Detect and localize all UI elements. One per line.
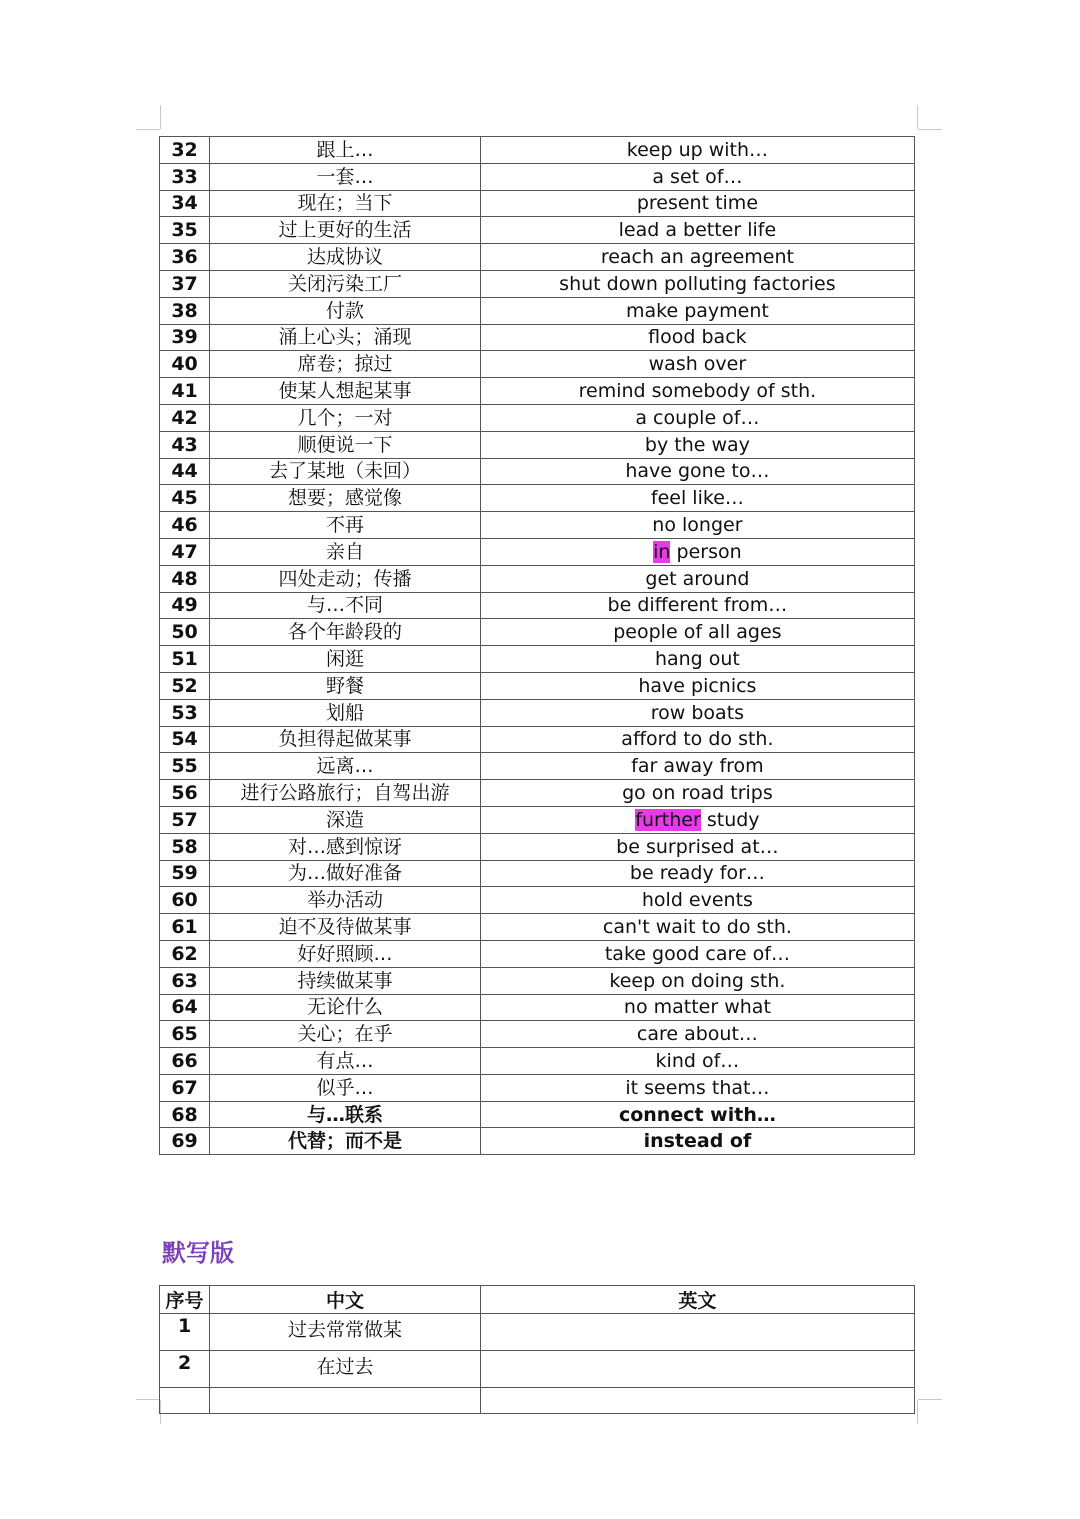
vocab-chinese: 涌上心头；涌现 bbox=[210, 324, 481, 351]
crop-mark-top-left-v bbox=[160, 105, 161, 129]
vocab-chinese: 各个年龄段的 bbox=[210, 619, 481, 646]
vocab-chinese: 关心；在乎 bbox=[210, 1021, 481, 1048]
vocab-chinese: 一套… bbox=[210, 163, 481, 190]
dictation-header-row bbox=[160, 1286, 915, 1314]
vocab-number: 37 bbox=[160, 270, 210, 297]
vocab-row bbox=[160, 1048, 915, 1075]
header-number: 序号 bbox=[160, 1286, 210, 1314]
vocab-number: 38 bbox=[160, 297, 210, 324]
vocab-row bbox=[160, 699, 915, 726]
vocab-chinese: 野餐 bbox=[210, 672, 481, 699]
vocab-english: hold events bbox=[480, 887, 914, 914]
vocab-english: instead of bbox=[480, 1128, 914, 1155]
vocab-chinese: 与…不同 bbox=[210, 592, 481, 619]
vocab-number: 45 bbox=[160, 485, 210, 512]
vocab-row bbox=[160, 431, 915, 458]
vocab-row bbox=[160, 887, 915, 914]
dictation-row-empty bbox=[160, 1388, 915, 1414]
crop-mark-bottom-right-v bbox=[917, 1400, 918, 1424]
vocab-chinese: 为…做好准备 bbox=[210, 860, 481, 887]
vocab-english: far away from bbox=[480, 753, 914, 780]
vocab-number: 54 bbox=[160, 726, 210, 753]
vocab-number: 56 bbox=[160, 780, 210, 807]
vocab-row bbox=[160, 672, 915, 699]
dictation-table bbox=[159, 1285, 915, 1414]
vocab-row bbox=[160, 485, 915, 512]
vocab-english: have picnics bbox=[480, 672, 914, 699]
vocab-english bbox=[480, 538, 914, 565]
vocab-number: 32 bbox=[160, 137, 210, 164]
vocab-english: it seems that… bbox=[480, 1074, 914, 1101]
vocab-row bbox=[160, 940, 915, 967]
vocab-chinese: 负担得起做某事 bbox=[210, 726, 481, 753]
vocab-row bbox=[160, 619, 915, 646]
vocab-english: kind of… bbox=[480, 1048, 914, 1075]
vocab-row bbox=[160, 351, 915, 378]
english-rest: person bbox=[670, 540, 742, 563]
vocab-english: take good care of… bbox=[480, 940, 914, 967]
row-chinese: 过去常常做某 bbox=[210, 1314, 481, 1351]
vocab-english bbox=[480, 806, 914, 833]
vocab-row bbox=[160, 994, 915, 1021]
vocab-number: 41 bbox=[160, 378, 210, 405]
vocab-number: 36 bbox=[160, 244, 210, 271]
vocab-number: 34 bbox=[160, 190, 210, 217]
crop-mark-top-right-v bbox=[917, 105, 918, 129]
vocab-chinese: 举办活动 bbox=[210, 887, 481, 914]
vocab-number: 65 bbox=[160, 1021, 210, 1048]
vocab-english: by the way bbox=[480, 431, 914, 458]
vocab-number: 62 bbox=[160, 940, 210, 967]
vocab-chinese: 想要；感觉像 bbox=[210, 485, 481, 512]
vocab-row bbox=[160, 592, 915, 619]
vocab-number: 33 bbox=[160, 163, 210, 190]
vocab-english: go on road trips bbox=[480, 780, 914, 807]
vocab-number: 57 bbox=[160, 806, 210, 833]
vocab-chinese: 好好照顾… bbox=[210, 940, 481, 967]
vocab-chinese: 似乎… bbox=[210, 1074, 481, 1101]
vocab-english: present time bbox=[480, 190, 914, 217]
row-english-empty bbox=[480, 1388, 914, 1414]
vocab-english: keep up with… bbox=[480, 137, 914, 164]
row-number: 2 bbox=[160, 1351, 210, 1388]
vocab-chinese: 代替；而不是 bbox=[210, 1128, 481, 1155]
vocab-row bbox=[160, 163, 915, 190]
vocab-row bbox=[160, 1101, 915, 1128]
vocab-english: remind somebody of sth. bbox=[480, 378, 914, 405]
vocab-number: 69 bbox=[160, 1128, 210, 1155]
vocab-number: 35 bbox=[160, 217, 210, 244]
vocab-english: a set of… bbox=[480, 163, 914, 190]
vocab-chinese: 达成协议 bbox=[210, 244, 481, 271]
vocab-english: a couple of… bbox=[480, 404, 914, 431]
vocab-chinese: 远离… bbox=[210, 753, 481, 780]
vocab-english: be surprised at… bbox=[480, 833, 914, 860]
header-chinese: 中文 bbox=[210, 1286, 481, 1314]
vocab-number: 51 bbox=[160, 646, 210, 673]
vocab-chinese: 去了某地（未回） bbox=[210, 458, 481, 485]
row-number: 1 bbox=[160, 1314, 210, 1351]
vocab-number: 58 bbox=[160, 833, 210, 860]
vocab-chinese: 有点… bbox=[210, 1048, 481, 1075]
vocab-chinese: 对…感到惊讶 bbox=[210, 833, 481, 860]
vocab-number: 63 bbox=[160, 967, 210, 994]
vocab-row bbox=[160, 538, 915, 565]
vocab-english: get around bbox=[480, 565, 914, 592]
vocab-english: shut down polluting factories bbox=[480, 270, 914, 297]
vocab-row bbox=[160, 1128, 915, 1155]
vocab-number: 44 bbox=[160, 458, 210, 485]
vocab-english: can't wait to do sth. bbox=[480, 914, 914, 941]
row-english-blank[interactable] bbox=[480, 1314, 914, 1351]
vocab-number: 60 bbox=[160, 887, 210, 914]
vocab-row bbox=[160, 244, 915, 271]
dictation-section-title: 默写版 bbox=[162, 1239, 234, 1267]
vocab-row bbox=[160, 860, 915, 887]
crop-mark-top-right-h bbox=[918, 129, 942, 130]
vocab-chinese: 使某人想起某事 bbox=[210, 378, 481, 405]
row-chinese-empty bbox=[210, 1388, 481, 1414]
vocab-chinese: 付款 bbox=[210, 297, 481, 324]
vocab-number: 49 bbox=[160, 592, 210, 619]
vocab-english: care about… bbox=[480, 1021, 914, 1048]
vocab-english: wash over bbox=[480, 351, 914, 378]
vocab-english: people of all ages bbox=[480, 619, 914, 646]
vocab-english: afford to do sth. bbox=[480, 726, 914, 753]
dictation-row bbox=[160, 1314, 915, 1351]
vocab-table-body bbox=[160, 137, 915, 1155]
vocab-chinese: 迫不及待做某事 bbox=[210, 914, 481, 941]
vocab-row bbox=[160, 458, 915, 485]
vocab-chinese: 划船 bbox=[210, 699, 481, 726]
vocab-chinese: 现在；当下 bbox=[210, 190, 481, 217]
row-english-blank[interactable] bbox=[480, 1351, 914, 1388]
vocab-english: feel like… bbox=[480, 485, 914, 512]
vocab-number: 66 bbox=[160, 1048, 210, 1075]
vocab-chinese: 跟上… bbox=[210, 137, 481, 164]
vocab-english: make payment bbox=[480, 297, 914, 324]
vocab-english: have gone to… bbox=[480, 458, 914, 485]
crop-mark-bottom-left-h bbox=[136, 1399, 160, 1400]
vocab-chinese: 席卷；掠过 bbox=[210, 351, 481, 378]
vocab-chinese: 四处走动；传播 bbox=[210, 565, 481, 592]
vocab-chinese: 亲自 bbox=[210, 538, 481, 565]
highlighted-word: in bbox=[653, 540, 671, 563]
vocab-row bbox=[160, 270, 915, 297]
vocab-row bbox=[160, 914, 915, 941]
vocab-chinese: 顺便说一下 bbox=[210, 431, 481, 458]
vocab-number: 64 bbox=[160, 994, 210, 1021]
vocab-row bbox=[160, 378, 915, 405]
vocab-row bbox=[160, 780, 915, 807]
highlighted-word: further bbox=[635, 808, 701, 831]
vocab-english: no matter what bbox=[480, 994, 914, 1021]
vocab-number: 59 bbox=[160, 860, 210, 887]
vocab-english: keep on doing sth. bbox=[480, 967, 914, 994]
vocab-chinese: 几个；一对 bbox=[210, 404, 481, 431]
vocab-row bbox=[160, 967, 915, 994]
vocab-number: 47 bbox=[160, 538, 210, 565]
vocab-english: be different from… bbox=[480, 592, 914, 619]
vocab-number: 50 bbox=[160, 619, 210, 646]
vocab-row bbox=[160, 565, 915, 592]
vocab-row bbox=[160, 646, 915, 673]
vocab-row bbox=[160, 806, 915, 833]
vocab-english: reach an agreement bbox=[480, 244, 914, 271]
vocab-english: be ready for… bbox=[480, 860, 914, 887]
vocab-number: 40 bbox=[160, 351, 210, 378]
crop-mark-top-left-h bbox=[136, 129, 160, 130]
vocab-chinese: 关闭污染工厂 bbox=[210, 270, 481, 297]
vocab-number: 67 bbox=[160, 1074, 210, 1101]
vocab-chinese: 进行公路旅行；自驾出游 bbox=[210, 780, 481, 807]
vocab-english: hang out bbox=[480, 646, 914, 673]
vocab-number: 39 bbox=[160, 324, 210, 351]
vocab-row bbox=[160, 324, 915, 351]
row-chinese: 在过去 bbox=[210, 1351, 481, 1388]
vocab-row bbox=[160, 1074, 915, 1101]
row-number-empty bbox=[160, 1388, 210, 1414]
vocab-row bbox=[160, 190, 915, 217]
vocab-english: flood back bbox=[480, 324, 914, 351]
vocab-row bbox=[160, 833, 915, 860]
vocab-row bbox=[160, 1021, 915, 1048]
vocab-row bbox=[160, 404, 915, 431]
vocab-chinese: 无论什么 bbox=[210, 994, 481, 1021]
vocab-row bbox=[160, 217, 915, 244]
vocab-chinese: 持续做某事 bbox=[210, 967, 481, 994]
vocab-row bbox=[160, 753, 915, 780]
vocab-table bbox=[159, 136, 915, 1155]
vocab-row bbox=[160, 512, 915, 539]
vocab-chinese: 深造 bbox=[210, 806, 481, 833]
vocab-row bbox=[160, 297, 915, 324]
english-rest: study bbox=[700, 808, 760, 831]
vocab-english: connect with… bbox=[480, 1101, 914, 1128]
vocab-number: 43 bbox=[160, 431, 210, 458]
vocab-chinese: 过上更好的生活 bbox=[210, 217, 481, 244]
vocab-number: 42 bbox=[160, 404, 210, 431]
vocab-english: no longer bbox=[480, 512, 914, 539]
vocab-english: lead a better life bbox=[480, 217, 914, 244]
crop-mark-bottom-right-h bbox=[918, 1399, 942, 1400]
vocab-chinese: 与…联系 bbox=[210, 1101, 481, 1128]
vocab-number: 46 bbox=[160, 512, 210, 539]
vocab-row bbox=[160, 726, 915, 753]
vocab-number: 61 bbox=[160, 914, 210, 941]
vocab-number: 48 bbox=[160, 565, 210, 592]
vocab-english: row boats bbox=[480, 699, 914, 726]
vocab-number: 55 bbox=[160, 753, 210, 780]
vocab-number: 52 bbox=[160, 672, 210, 699]
dictation-row bbox=[160, 1351, 915, 1388]
vocab-number: 53 bbox=[160, 699, 210, 726]
vocab-number: 68 bbox=[160, 1101, 210, 1128]
header-english: 英文 bbox=[480, 1286, 914, 1314]
vocab-chinese: 闲逛 bbox=[210, 646, 481, 673]
vocab-row bbox=[160, 137, 915, 164]
vocab-chinese: 不再 bbox=[210, 512, 481, 539]
